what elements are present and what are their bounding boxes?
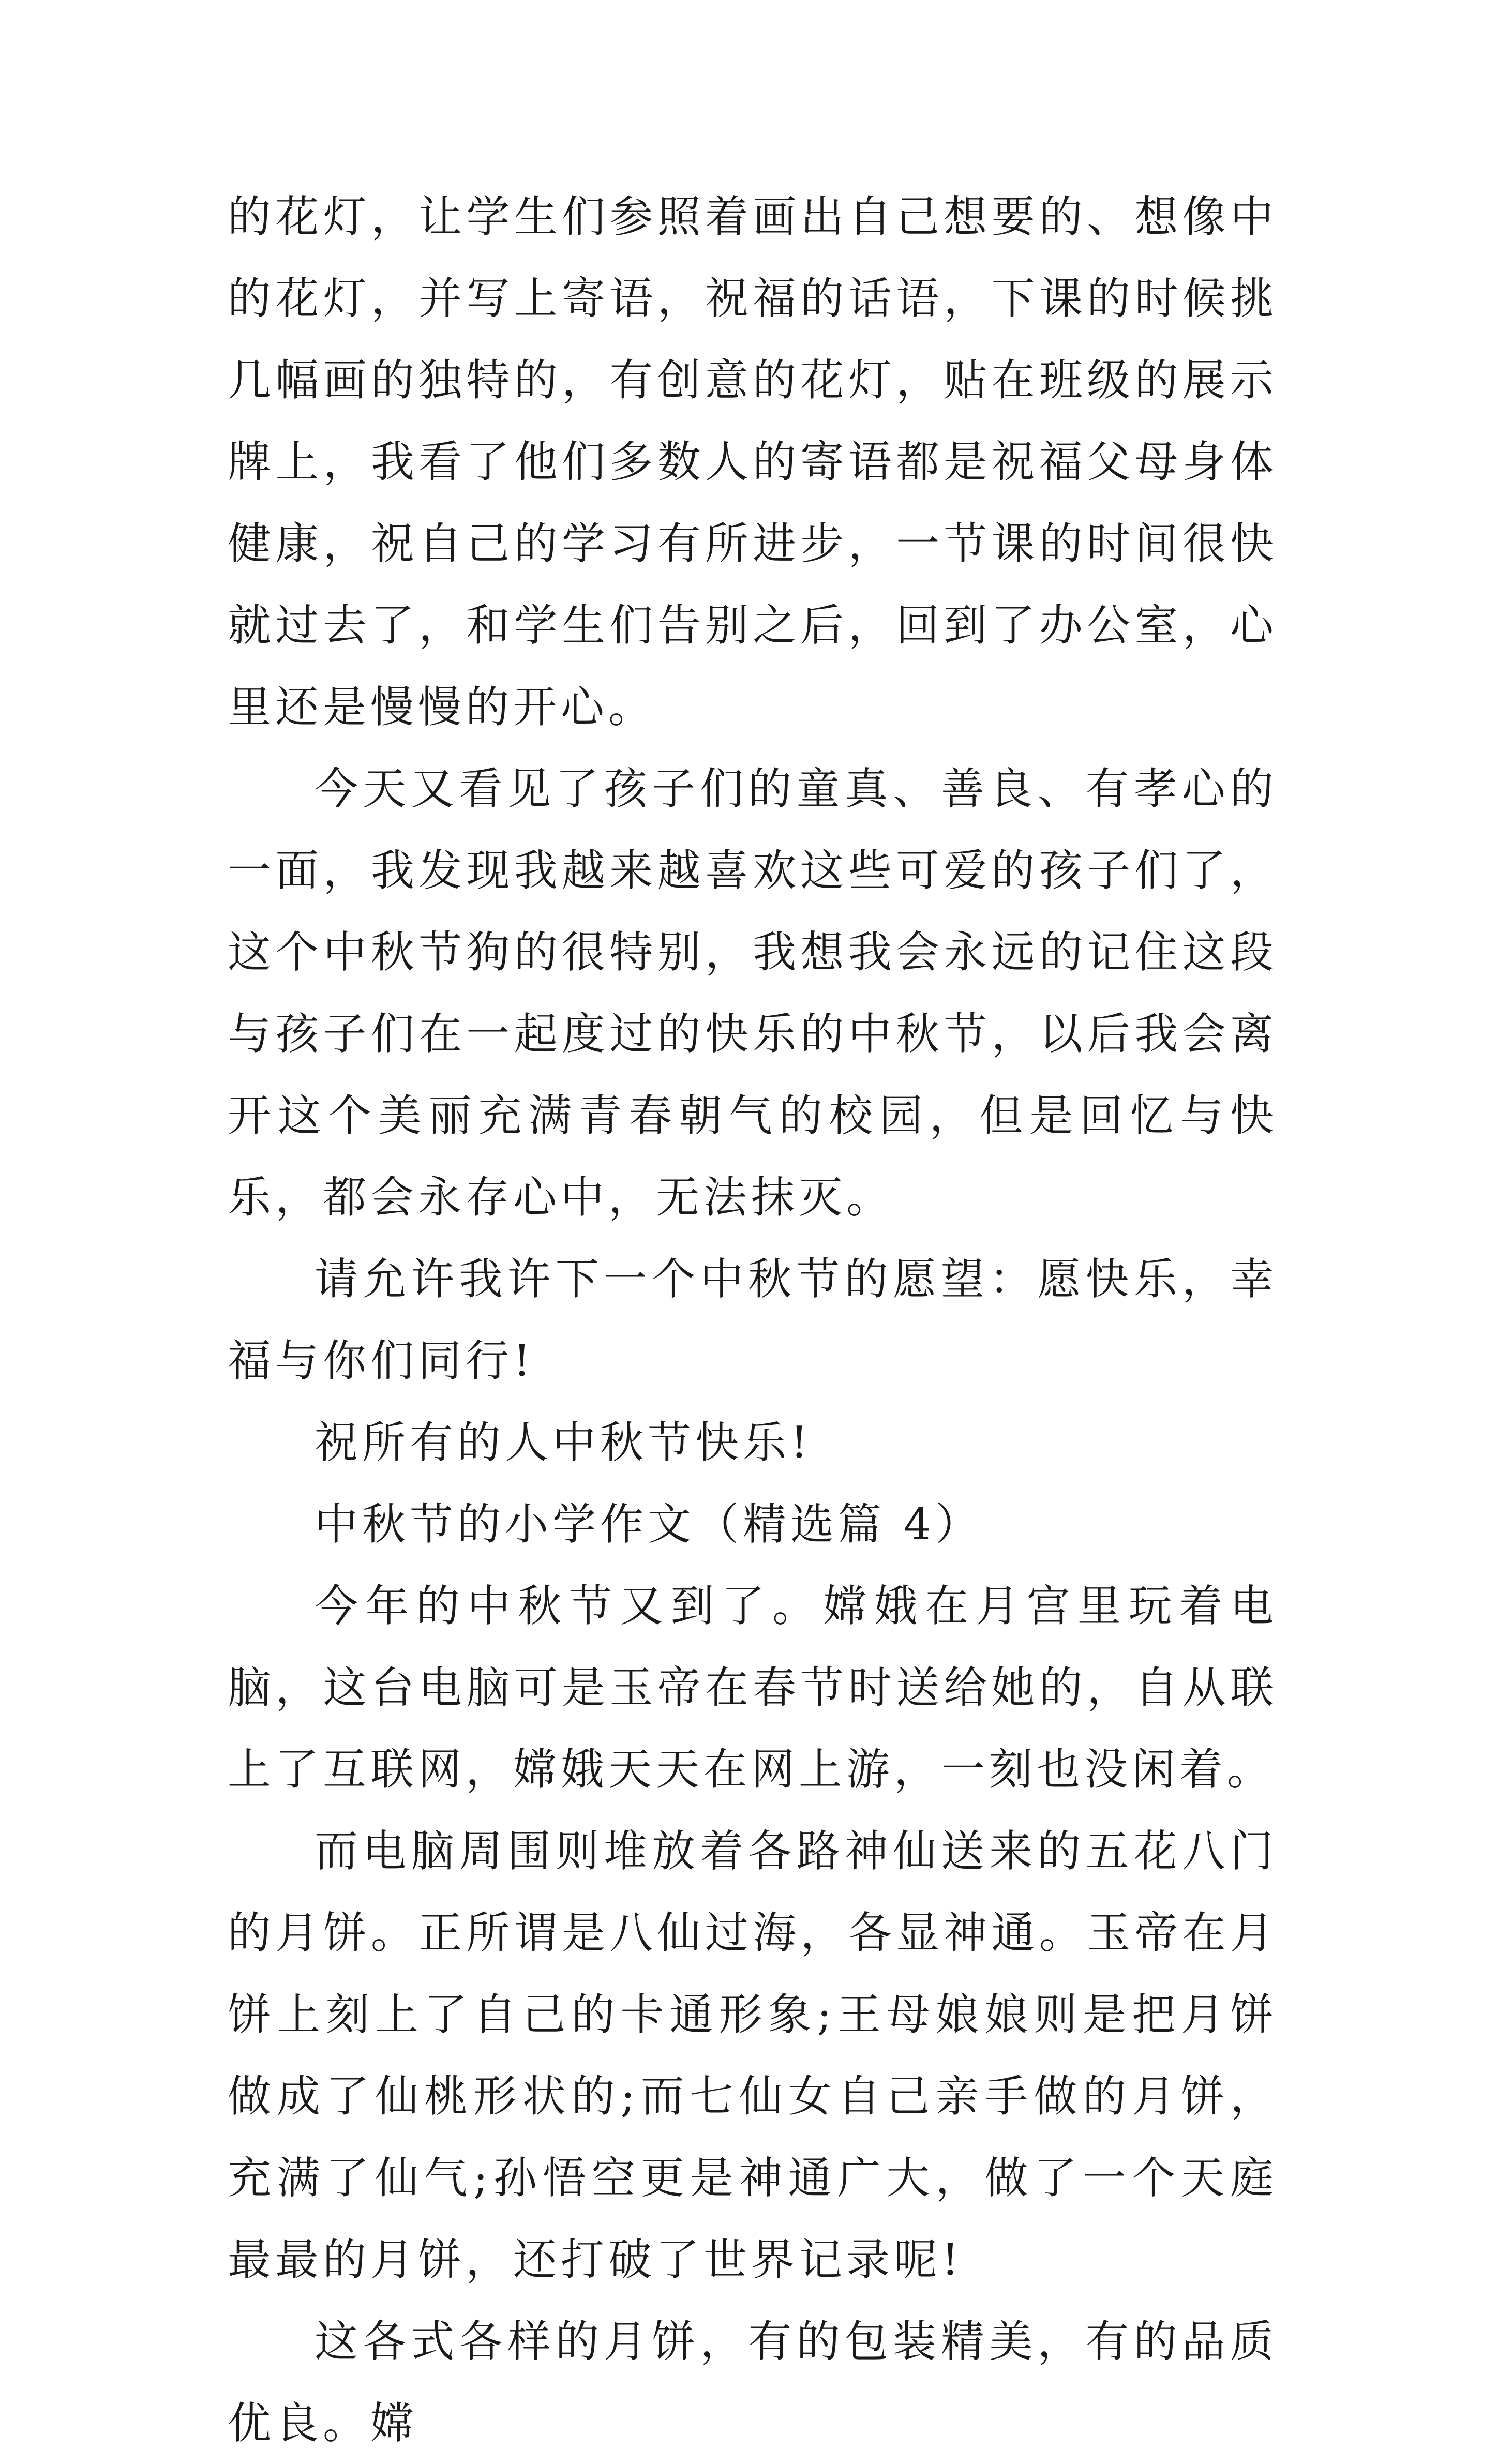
paragraph-continued: 的花灯，让学生们参照着画出自己想要的、想像中的花灯，并写上寄语，祝福的话语，下课的时候挑几幅画的独特的，有创意的花灯，贴在班级的展示牌上，我看了他们多数人的寄语都是祝福父母身体健康，祝自己的学习有所进步，一节课的时间很快就过去了，和学生们告别之后，回到了办公室，心里还是慢慢的开心。 bbox=[228, 191, 1278, 732]
paragraph: 这各式各样的月饼，有的包装精美，有的品质优良。嫦 bbox=[228, 2316, 1278, 2448]
paragraph: 请允许我许下一个中秋节的愿望：愿快乐，幸福与你们同行! bbox=[228, 1254, 1278, 1386]
paragraph: 而电脑周围则堆放着各路神仙送来的五花八门的月饼。正所谓是八仙过海，各显神通。玉帝在月饼上刻上了自己的卡通形象;王母娘娘则是把月饼做成了仙桃形状的;而七仙女自己亲手做的月饼，充满了仙气;孙悟空更是神通广大，做了一个天庭最最的月饼，还打破了世界记录呢! bbox=[228, 1826, 1278, 2285]
document-body bbox=[228, 176, 1278, 2464]
paragraph: 今天又看见了孩子们的童真、善良、有孝心的一面，我发现我越来越喜欢这些可爱的孩子们了，这个中秋节狗的很特别，我想我会永远的记住这段与孩子们在一起度过的快乐的中秋节，以后我会离开这个美丽充满青春朝气的校园，但是回忆与快乐，都会永存心中，无法抹灭。 bbox=[228, 763, 1278, 1223]
paragraph: 祝所有的人中秋节快乐! bbox=[315, 1417, 812, 1468]
paragraph: 今年的中秋节又到了。嫦娥在月宫里玩着电脑，这台电脑可是玉帝在春节时送给她的，自从联上了互联网，嫦娥天天在网上游，一刻也没闲着。 bbox=[228, 1581, 1278, 1795]
section-heading: 中秋节的小学作文（精选篇 4） bbox=[315, 1499, 983, 1550]
